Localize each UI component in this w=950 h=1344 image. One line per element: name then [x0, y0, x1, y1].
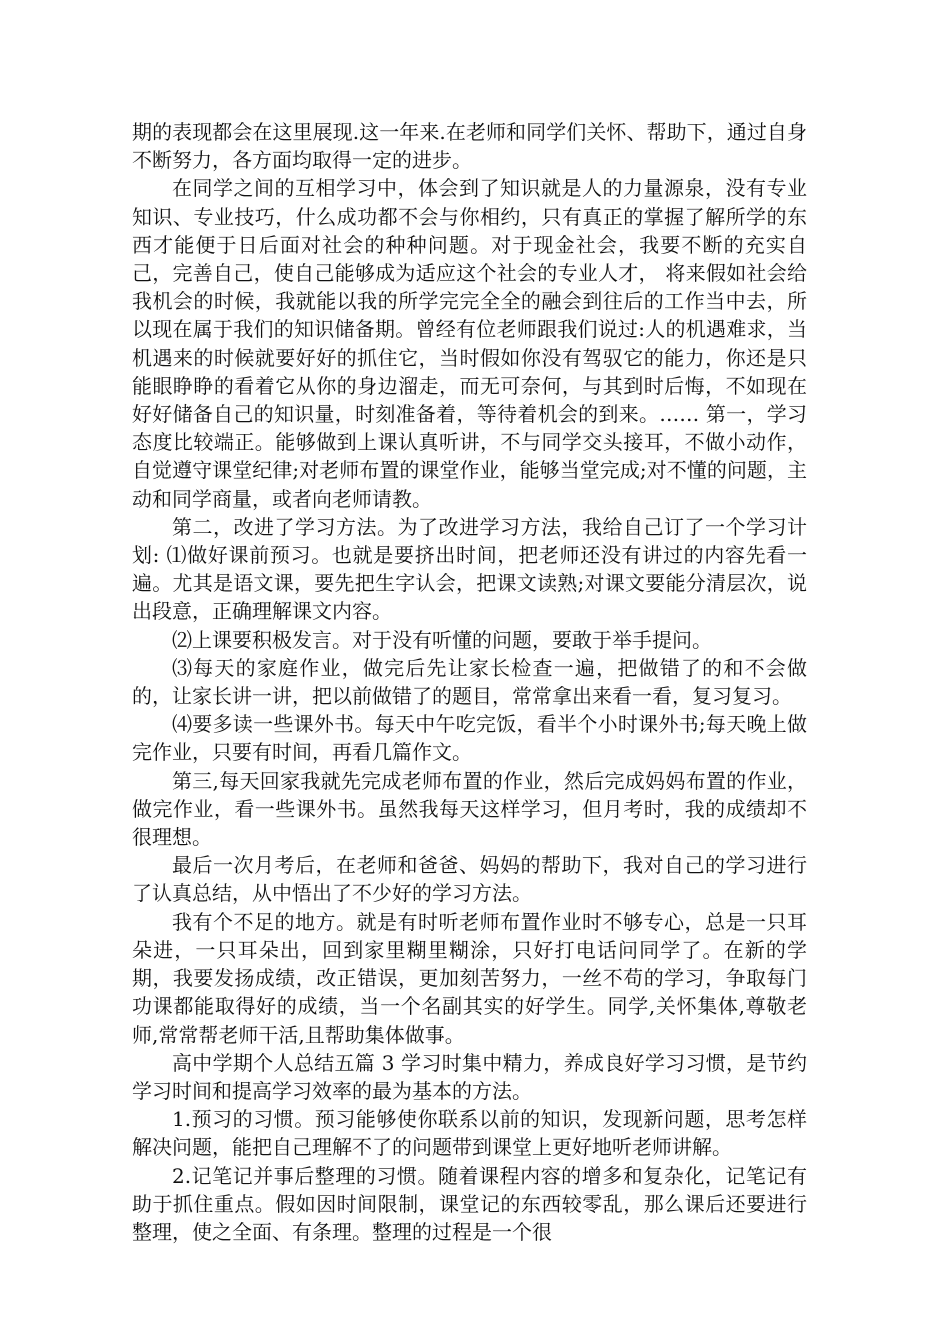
paragraph-7: 第三,每天回家我就先完成老师布置的作业，然后完成妈妈布置的作业，做完作业，看一些课外书。虽然我每天这样学习，但月考时，我的成绩却不很理想。: [132, 768, 807, 850]
paragraph-9: 我有个不足的地方。就是有时听老师布置作业时不够专心，总是一只耳朵进，一只耳朵出，回到家里糊里糊涂，只好打电话问同学了。在新的学期，我要发扬成绩，改正错误，更加刻苦努力，一丝不苟的学习，争取每门功课都能取得好的成绩，当一个名副其实的好学生。同学,关怀集体,尊敬老师,常常帮老师干活,且帮助集体做事。: [132, 909, 807, 1047]
paragraph-5: ⑶每天的家庭作业，做完后先让家长检查一遍，把做错了的和不会做的，让家长讲一讲，把以前做错了的题目，常常拿出来看一看，复习复习。: [132, 655, 807, 709]
paragraph-2: 在同学之间的互相学习中，体会到了知识就是人的力量源泉，没有专业知识、专业技巧，什么成功都不会与你相约，只有真正的掌握了解所学的东西才能便于日后面对社会的种种问题。对于现金社会，我要不断的充实自己，完善自己，使自己能够成为适应这个社会的专业人才， 将来假如社会给我机会的时候，我就能以我的所学完完全全的融会到往后的工作当中去，所以现在属于我们的知识储备期。曾经有位老师跟我们说过:人的机遇难求，当机遇来的时候就要好好的抓住它，当时假如你没有驾驭它的能力，你还是只能眼睁睁的看着它从你的身边溜走，而无可奈何，与其到时后悔，不如现在好好储备自己的知识量，时刻准备着，等待着机会的到来。…… 第一，学习态度比较端正。能够做到上课认真听讲，不与同学交头接耳，不做小动作，自觉遵守课堂纪律;对老师布置的课堂作业，能够当堂完成;对不懂的问题，主动和同学商量，或者向老师请教。: [132, 176, 807, 511]
paragraph-6: ⑷要多读一些课外书。每天中午吃完饭，看半个小时课外书;每天晚上做完作业，只要有时间，再看几篇作文。: [132, 712, 807, 765]
paragraph-11: 1.预习的习惯。预习能够使你联系以前的知识，发现新问题，思考怎样解决问题，能把自己理解不了的问题带到课堂上更好地听老师讲解。: [132, 1107, 807, 1160]
paragraph-12: 2.记笔记并事后整理的习惯。随着课程内容的增多和复杂化，记笔记有助于抓住重点。假如因时间限制，课堂记的东西较零乱，那么课后还要进行整理，使之全面、有条理。整理的过程是一个很: [132, 1163, 807, 1244]
paragraph-4: ⑵上课要积极发言。对于没有听懂的问题，要敢于举手提问。: [172, 627, 712, 652]
paragraph-10: 高中学期个人总结五篇 3 学习时集中精力，养成良好学习习惯，是节约学习时间和提高学习效率的最为基本的方法。: [132, 1050, 807, 1103]
paragraph-3: 第二，改进了学习方法。为了改进学习方法，我给自己订了一个学习计划: ⑴做好课前预习。也就是要挤出时间，把老师还没有讲过的内容先看一遍。尤其是语文课，要先把生字认会，把课文读熟;对课文要能分清层次，说出段意，正确理解课文内容。: [132, 514, 807, 624]
paragraph-1: 期的表现都会在这里展现.这一年来.在老师和同学们关怀、帮助下，通过自身不断努力，各方面均取得一定的进步。: [132, 120, 807, 173]
paragraph-8: 最后一次月考后，在老师和爸爸、妈妈的帮助下，我对自己的学习进行了认真总结，从中悟出了不少好的学习方法。: [132, 853, 807, 906]
document-body: [132, 118, 807, 1246]
